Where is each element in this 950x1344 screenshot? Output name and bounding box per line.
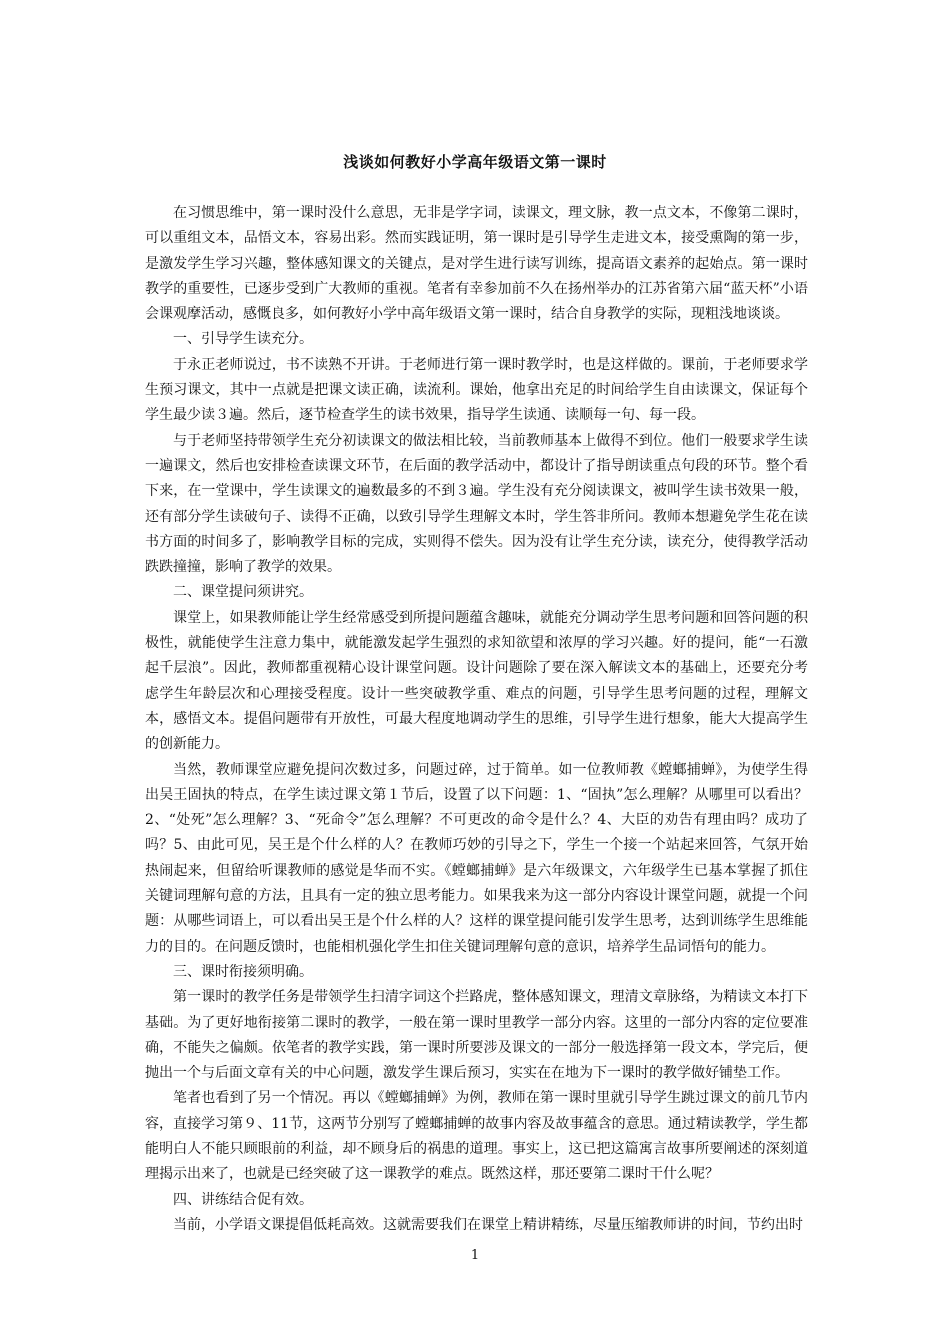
document-body	[145, 201, 808, 1238]
paragraph: 课堂上，如果教师能让学生经常感受到所提问题蕴含趣味，就能充分调动学生思考问题和回答问题的积极性，就能使学生注意力集中，就能激发起学生强烈的求知欲望和浓厚的学习兴趣。好的提问，能“一石激起千层浪”。因此，教师都重视精心设计课堂问题。设计问题除了要在深入解读文本的基础上，还要充分考虑学生年龄层次和心理接受程度。设计一些突破教学重、难点的问题，引导学生思考问题的过程，理解文本，感悟文本。提倡问题带有开放性，可最大程度地调动学生的思维，引导学生进行想象，能大大提高学生的创新能力。	[145, 609, 808, 753]
paragraph: 笔者也看到了另一个情况。再以《螳螂捕蝉》为例，教师在第一课时里就引导学生跳过课文的前几节内容，直接学习第９、11节，这两节分别写了螳螂捕蝉的故事内容及故事蕴含的意思。通过精读教学，学生都能明白人不能只顾眼前的利益，却不顾身后的祸患的道理。事实上，这已把这篇寓言故事所要阐述的深刻道理揭示出来了，也就是已经突破了这一课教学的难点。既然这样，那还要第二课时干什么呢？	[145, 1090, 808, 1183]
paragraph: 当前，小学语文课提倡低耗高效。这就需要我们在课堂上精讲精练，尽量压缩教师讲的时间，节约出时	[173, 1216, 803, 1233]
document-title: 浅谈如何教好小学高年级语文第一课时	[343, 153, 607, 171]
paragraph: 在习惯思维中，第一课时没什么意思，无非是学字词，读课文，理文脉，教一点文本，不像第二课时，可以重组文本，品悟文本，容易出彩。然而实践证明，第一课时是引导学生走进文本，接受熏陶的第一步，是激发学生学习兴趣，整体感知课文的关键点，是对学生进行读写训练，提高语文素养的起始点。第一课时教学的重要性，已逐步受到广大教师的重视。笔者有幸参加前不久在扬州举办的江苏省第六届“蓝天杯”小语会课观摩活动，感慨良多，如何教好小学中高年级语文第一课时，结合自身教学的实际，现粗浅地谈谈。	[145, 205, 808, 323]
page-number: 1	[470, 1248, 480, 1263]
paragraph: 当然，教师课堂应避免提问次数过多，问题过碎，过于简单。如一位教师教《螳螂捕蝉》，为使学生得出吴王固执的特点，在学生读过课文第１节后，设置了以下问题：1、“固执”怎么理解？从哪里可以看出？2、“处死”怎么理解？3、“死命令”怎么理解？不可更改的命令是什么？4、大臣的劝告有理由吗？成功了吗？5、由此可见，吴王是个什么样的人？在教师巧妙的引导之下，学生一个接一个站起来回答，气氛开始热闹起来，但留给听课教师的感觉是华而不实。《螳螂捕蝉》是六年级课文，六年级学生已基本掌握了抓住关键词理解句意的方法，且具有一定的独立思考能力。如果我来为这一部分内容设计课堂问题，就提一个问题：从哪些词语上，可以看出吴王是个什么样的人？这样的课堂提问能引发学生思考，达到训练学生思维能力的目的。在问题反馈时，也能相机强化学生扣住关键词理解句意的意识，培养学生品词悟句的能力。	[145, 761, 808, 955]
paragraph: 第一课时的教学任务是带领学生扫清字词这个拦路虎，整体感知课文，理清文章脉络，为精读文本打下基础。为了更好地衔接第二课时的教学，一般在第一课时里教学一部分内容。这里的一部分内容的定位要准确，不能失之偏颇。依笔者的教学实践，第一课时所要涉及课文的一部分一般选择第一段文本，学完后，便抛出一个与后面文章有关的中心问题，激发学生课后预习，实实在在地为下一课时的教学做好铺垫工作。	[145, 989, 808, 1082]
section-heading: 二、课堂提问须讲究。	[173, 584, 313, 601]
paragraph: 于永正老师说过，书不读熟不开讲。于老师进行第一课时教学时，也是这样做的。课前，于老师要求学生预习课文，其中一点就是把课文读正确，读流利。课始，他拿出充足的时间给学生自由读课文，保证每个学生最少读３遍。然后，逐节检查学生的读书效果，指导学生读通、读顺每一句、每一段。	[145, 356, 808, 424]
paragraph: 与于老师坚持带领学生充分初读课文的做法相比较，当前教师基本上做得不到位。他们一般要求学生读一遍课文，然后也安排检查读课文环节，在后面的教学活动中，都设计了指导朗读重点句段的环节。整个看下来，在一堂课中，学生读课文的遍数最多的不到３遍。学生没有充分阅读课文，被叫学生读书效果一般，还有部分学生读破句子、读得不正确，以致引导学生理解文本时，学生答非所问。教师本想避免学生花在读书方面的时间多了，影响教学目标的完成，实则得不偿失。因为没有让学生充分读，读充分，使得教学活动跌跌撞撞，影响了教学的效果。	[145, 432, 808, 576]
section-heading: 一、引导学生读充分。	[173, 331, 313, 348]
section-heading: 三、课时衔接须明确。	[173, 963, 313, 980]
section-heading: 四、讲练结合促有效。	[173, 1191, 313, 1208]
